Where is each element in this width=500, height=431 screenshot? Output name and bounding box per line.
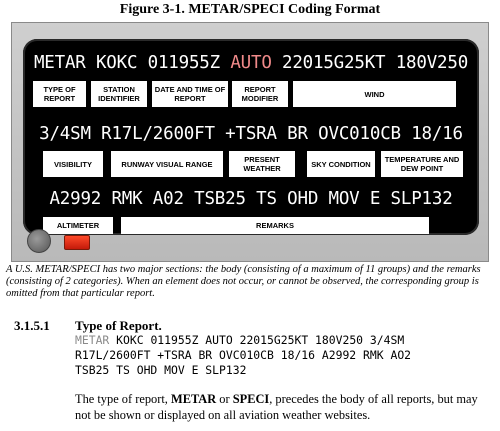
line1-pre: METAR KOKC 011955Z [33,53,231,73]
body-part-3: , precedes the body of all reports, but may not be shown or displayed on all aviation weather websites. [75,392,478,422]
body-bold-speci: SPECI [232,392,270,406]
power-indicator-light [64,235,90,250]
label-date-time: DATE AND TIME OF REPORT [152,81,228,107]
body-part-1: The type of report, [75,392,171,406]
metar-line-3: A2992 RMK A02 TSB25 TS OHD MOV E SLP132 [49,189,453,209]
line1-post: 22015G25KT 180V250 [271,53,469,73]
label-station-identifier: STATION IDENTIFIER [91,81,147,107]
label-visibility: VISIBILITY [43,151,103,177]
body-bold-metar: METAR [171,392,217,406]
label-altimeter: ALTIMETER [43,217,113,234]
example-report-type: METAR [75,333,110,347]
body-part-2: or [216,392,233,406]
section-number: 3.1.5.1 [14,318,50,333]
monitor-frame [11,22,489,262]
label-temperature-dew-point: TEMPERATURE AND DEW POINT [381,151,463,177]
figure-caption: A U.S. METAR/SPECI has two major sections: the body (consisting of a maximum of 11 groups) and the remarks (consisting of 2 categories). When an element does not occur, or cannot be observed, the corresponding group is omitted from that particular report. [6,264,481,299]
power-button [27,229,51,253]
example-rest: KOKC 011955Z AUTO 22015G25KT 180V250 3/4SM R17L/2600FT +TSRA BR OVC010CB 18/16 A2992 RMK AO2 TSB25 TS OHD MOV E SLP132 [75,333,412,377]
figure-title: Figure 3-1. METAR/SPECI Coding Format [119,2,381,17]
monitor-screen [23,39,479,235]
metar-line-1 [23,53,479,73]
label-remarks: REMARKS [121,217,429,234]
label-present-weather: PRESENT WEATHER [229,151,295,177]
section-title: Type of Report. [75,318,162,333]
label-type-of-report: TYPE OF REPORT [33,81,86,107]
metar-example [75,333,495,378]
label-runway-visual-range: RUNWAY VISUAL RANGE [111,151,223,177]
auto-modifier-code: AUTO [230,53,272,73]
section-body-text [75,391,495,423]
label-sky-condition: SKY CONDITION [307,151,375,177]
metar-line-2: 3/4SM R17L/2600FT +TSRA BR OVC010CB 18/16 [39,124,463,144]
label-wind: WIND [293,81,456,107]
label-report-modifier: REPORT MODIFIER [232,81,288,107]
